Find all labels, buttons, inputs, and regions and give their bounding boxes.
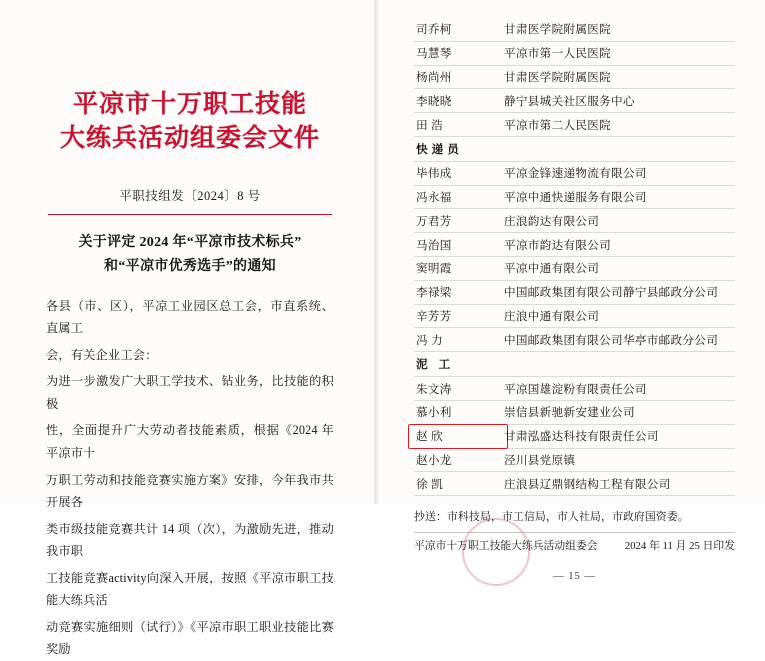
document-title-line1: 平凉市十万职工技能: [72, 91, 307, 118]
body-line: 万职工劳动和技能竞赛实施方案》安排，今年我市共开展各: [46, 472, 334, 510]
table-row: [414, 304, 735, 328]
awardee-org: 静宁县城关社区服务中心: [504, 94, 635, 108]
body-line: 各县（市、区），平凉工业园区总工会，市直系统、直属工: [46, 298, 334, 336]
awardee-name: 马慧琴: [416, 47, 452, 61]
table-row: [414, 257, 735, 281]
awardee-org: 甘肃医学院附属医院: [504, 23, 612, 37]
body-line: 类市级技能竞赛共计 14 项（次），为激励先进，推动我市职: [46, 521, 334, 559]
body-line: 性，全面提升广大劳动者技能素质，根据《2024 年平凉市十: [46, 423, 334, 460]
document-number: 平职技组发〔2024〕8 号: [119, 188, 261, 203]
awardee-name: 杨尚州: [416, 70, 452, 84]
table-row: [414, 41, 735, 65]
awardee-org: 平凉市第一人民医院: [504, 47, 612, 61]
category-blank: [502, 136, 735, 161]
footer-divider: [414, 532, 735, 533]
awardee-name: 田 浩: [416, 118, 443, 132]
awardee-name: 辛芳芳: [416, 309, 452, 323]
highlighted-table-row: [414, 424, 735, 448]
issuer-wrap: [414, 538, 598, 553]
distribution-note: 抄送：市科技局，市工信局，市人社局，市政府国资委。: [414, 511, 689, 524]
awardee-name: 徐 凯: [416, 477, 443, 491]
awardee-org: 甘肃医学院附属医院: [504, 70, 612, 84]
awardee-org: 平凉中通有限公司: [504, 262, 600, 276]
category-blank: [502, 352, 735, 377]
table-row: [414, 233, 735, 257]
awardee-name: 赵小龙: [416, 453, 452, 467]
table-row: [414, 161, 735, 185]
page-number: — 15 —: [553, 571, 596, 583]
table-row: [414, 448, 735, 472]
awardee-name: 朱文涛: [416, 382, 452, 396]
body-line: 动竞赛实施细则（试行）》《平凉市职工职业技能比赛奖励: [46, 619, 334, 657]
body-line: 会，有关企业工会：: [46, 347, 158, 362]
document-subject: [46, 231, 334, 279]
document-title-line2: 大练兵活动组委会: [59, 124, 268, 152]
awardee-org: 庄浪县辽鼎钢结构工程有限公司: [504, 477, 671, 491]
awardee-name: 李晓晓: [416, 94, 452, 108]
table-row: [414, 280, 735, 304]
awardee-name: 毕伟成: [416, 167, 452, 181]
awardee-org: 庄浪韵达有限公司: [504, 214, 600, 228]
awardee-org: 平凉金锋速递物流有限公司: [504, 167, 647, 181]
awardee-org: 平凉中通快递服务有限公司: [504, 191, 647, 205]
red-highlight-box: [408, 424, 508, 449]
issue-date: 2024 年 11 月 25 日印发: [624, 540, 735, 553]
category-label: 快递员: [416, 142, 463, 156]
table-row: [414, 65, 735, 89]
awardee-table: [414, 18, 735, 496]
awardee-org: 泾川县党原镇: [504, 453, 576, 467]
table-row: [414, 185, 735, 209]
left-document-page: [0, 0, 380, 657]
awardee-org: 甘肃泓盛达科技有限责任公司: [504, 430, 659, 444]
table-row: [414, 209, 735, 233]
table-row: [414, 400, 735, 424]
document-body: [46, 295, 334, 661]
table-row: [414, 113, 735, 137]
awardee-org: 庄浪中通有限公司: [504, 309, 600, 323]
awardee-org: 中国邮政集团有限公司静宁县邮政分公司: [504, 286, 719, 300]
awardee-name: 冯永福: [416, 191, 452, 205]
subject-line-1: 关于评定 2024 年“平凉市技术标兵”: [78, 235, 302, 250]
official-seal-icon: [462, 518, 530, 586]
red-divider: [48, 214, 332, 216]
category-header: [414, 352, 735, 377]
awardee-org: 中国邮政集团有限公司华亭市邮政分公司: [504, 333, 719, 347]
table-row: [414, 377, 735, 401]
awardee-org: 平凉国雄淀粉有限责任公司: [504, 382, 647, 396]
awardee-name: 李禄梁: [416, 286, 452, 300]
awardee-name: 慕小利: [416, 406, 452, 420]
awardee-name: 冯 力: [416, 333, 443, 347]
table-row: [414, 18, 735, 41]
category-header: [414, 136, 735, 161]
footer-row: [414, 538, 735, 553]
body-line: 为进一步激发广大职工学技术、钻业务，比技能的积极: [46, 374, 334, 411]
awardee-name: 司乔柯: [416, 23, 452, 37]
awardee-name: 马治国: [416, 238, 452, 252]
right-document-page: [380, 0, 765, 583]
awardee-name: 窦明霞: [416, 262, 452, 276]
awardee-org: 平凉市第二人民医院: [504, 118, 612, 132]
table-row: [414, 472, 735, 496]
document-title-suffix: 文件: [268, 124, 321, 152]
awardee-name: 万君芳: [416, 214, 452, 228]
document-title: [46, 88, 334, 156]
awardee-org: 平凉市韵达有限公司: [504, 238, 612, 252]
awardee-name: 赵 欣: [414, 424, 502, 448]
awardee-org: 崇信县新驰新安建业公司: [504, 406, 635, 420]
table-row: [414, 89, 735, 113]
category-label: 泥 工: [416, 358, 455, 372]
issuer-name: 平凉市十万职工技能大练兵活动组委会: [414, 540, 598, 553]
table-row: [414, 328, 735, 352]
subject-line-2: 和“平凉市优秀选手”的通知: [104, 258, 276, 274]
body-line: 工技能竞赛activity向深入开展，按照《平凉市职工技能大练兵活: [46, 570, 334, 608]
